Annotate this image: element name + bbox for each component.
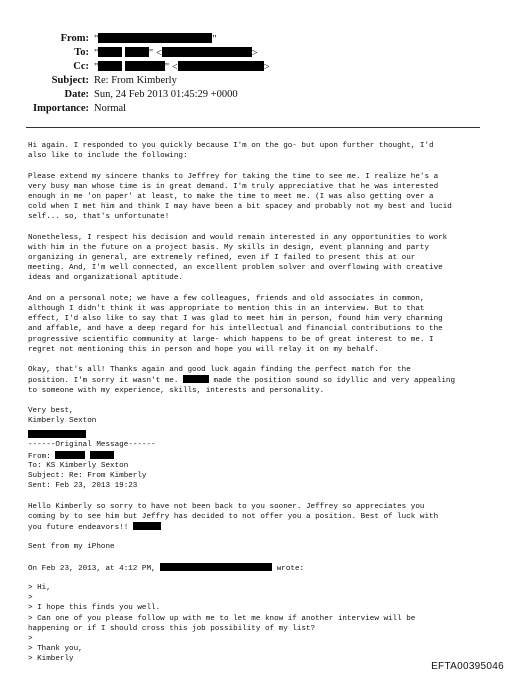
subject-label: Subject: [51,75,89,86]
signoff: Very best, Kimberly Sexton [28,406,97,426]
to-row: To: " " < > [0,47,512,61]
cc-row: Cc: " " < > [0,61,512,75]
redacted-orig-from-first [55,451,85,459]
paragraph-3: Nonetheless, I respect his decision and would remain interested in any opportunities to work with him in the future on a project basis. My skills in design, event planning and party organizing in general, are extremely refined, even if I failed to present this at our meeting. And, I'm well connected, an excellent problem solver and overflowing with creative ideas and organizational aptitude. [28,233,448,283]
subject-value: Re: From Kimberly [94,75,177,86]
from-label: From: [60,33,89,44]
original-divider: ------Original Message------ [28,441,156,450]
redacted-from [98,33,212,43]
redacted-signature [28,430,86,438]
importance-value: Normal [94,103,127,114]
importance-row [0,103,512,117]
importance-label: Importance: [33,103,89,114]
original-message: ------Original Message------ From: To: KS Kimberly Sexton Subject: Re: From Kimberly Sent: Feb 23, 2013 19:23 Hello Kimberly so sorry to have not been back to you sooner. Jeffrey so appreciates you coming by to see him but Jeffry has decided to not offer you a position. Best of luck with you future endeavors!! Sent from my iPhone On Feb 23, 2013, at 4:12 PM, wrote: > Hi, > > I hope this finds you well. > Can one of you please follow up with me to let me know if another interview will be happening or if I should cross this job possibility of my list? > > Thank you, > Kimberly [28,430,498,664]
paragraph-1: Hi again. I responded to you quickly because I'm on the go- but upon further thought, I'd also like to include the following: [28,142,434,161]
redacted-reply-sig [133,522,161,530]
subject-row [0,75,512,89]
redacted-cc-last [125,61,165,71]
date-row [0,89,512,103]
header-divider [26,127,480,128]
redacted-to-email [162,47,252,57]
from-row: From: " " [0,33,512,47]
paragraph-5: Okay, that's all! Thanks again and good luck again finding the perfect match for the position. I'm sorry it wasn't me. made the position sound so idyllic and very appealing to someone with my experience, skills, interests and personality. [28,366,456,395]
email-body [28,141,498,665]
cc-label: Cc: [73,61,89,72]
date-value: Sun, 24 Feb 2013 01:45:29 +0000 [94,89,238,100]
to-label: To: [74,47,89,58]
redacted-orig-from-last [90,451,114,459]
redacted-quoted-sender [160,563,272,571]
paragraph-2: Please extend my sincere thanks to Jeffrey for taking the time to see me. I realize he's a very busy man whose time is in great demand. I'm truly appreciative that he was interested enough in me 'on paper' at least, to make the time to meet me. (I was also getting over a cold when I met him and think I may have been a bit spacey and probably not my best and lucid self... so, that's unfortunate! [28,172,452,222]
redacted-cc-first [98,61,122,71]
redacted-cc-email [178,61,264,71]
bates-number: EFTA00395046 [431,661,504,672]
redacted-to-first [98,47,122,57]
date-label: Date: [64,89,89,100]
paragraph-4: And on a personal note; we have a few colleagues, friends and old associates in common, although I didn't think it was appropriate to mention this in an interview. But to that effect, I'd also like to say that I was glad to meet him in person, found him very charming and affable, and have a deep regard for his intellectual and financial contributions to the progressive scientific community at large- which happens to be of great interest to me. I regret not mentioning this in person and hope you will relay it on my behalf. [28,294,443,354]
redacted-name [183,375,209,383]
redacted-to-last [125,47,149,57]
